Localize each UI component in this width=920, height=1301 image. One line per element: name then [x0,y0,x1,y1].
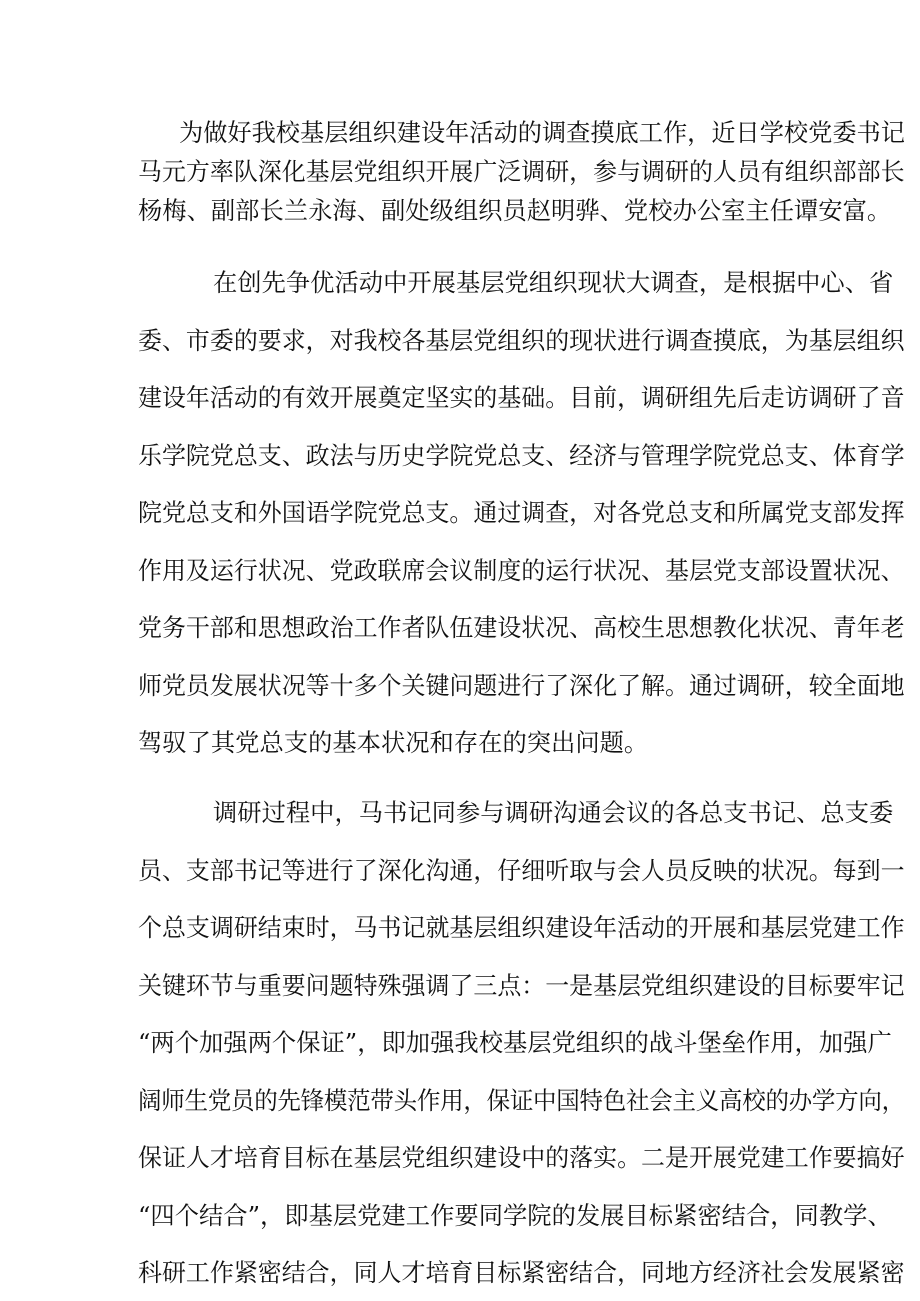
paragraph-3-line-8: “四个结合”，即基层党建工作要同学院的发展目标紧密结合，同教学、 [138,1201,892,1230]
paragraph-3-line-3: 个总支调研结束时，马书记就基层组织建设年活动的开展和基层党建工作 [138,913,905,942]
paragraph-2-line-2: 委、市委的要求，对我校各基层党组织的现状进行调查摸底，为基层组织 [138,326,905,355]
paragraph-2-line-8: 师党员发展状况等十多个关键问题进行了深化了解。通过调研，较全面地 [138,671,905,700]
paragraph-2-line-3: 建设年活动的有效开展奠定坚实的基础。目前，调研组先后走访调研了音 [138,383,905,412]
paragraph-3-line-6: 阔师生党员的先锋模范带头作用，保证中国特色社会主义高校的办学方向， [138,1086,905,1115]
paragraph-2-line-7: 党务干部和思想政治工作者队伍建设状况、高校生思想教化状况、青年老 [138,613,905,642]
paragraph-3-line-4: 关键环节与重要问题特殊强调了三点：一是基层党组织建设的目标要牢记 [138,971,905,1000]
paragraph-1-line-1: 为做好我校基层组织建设年活动的调查摸底工作，近日学校党委书记 [179,118,905,147]
paragraph-1-line-2: 马元方率队深化基层党组织开展广泛调研，参与调研的人员有组织部部长 [138,157,905,186]
paragraph-3-line-2: 员、支部书记等进行了深化沟通，仔细听取与会人员反映的状况。每到一 [138,856,905,885]
paragraph-2-line-5: 院党总支和外国语学院党总支。通过调查，对各党总支和所属党支部发挥 [138,498,905,527]
paragraph-2-line-4: 乐学院党总支、政法与历史学院党总支、经济与管理学院党总支、体育学 [138,441,905,470]
paragraph-3-line-9: 科研工作紧密结合，同人才培育目标紧密结合，同地方经济社会发展紧密 [138,1258,905,1287]
paragraph-2-line-1: 在创先争优活动中开展基层党组织现状大调查，是根据中心、省 [213,268,894,297]
paragraph-3-line-5: “两个加强两个保证”，即加强我校基层党组织的战斗堡垒作用，加强广 [138,1028,892,1057]
paragraph-2-line-9: 驾驭了其党总支的基本状况和存在的突出问题。 [138,728,649,757]
paragraph-3-line-7: 保证人才培育目标在基层党组织建设中的落实。二是开展党建工作要搞好 [138,1143,905,1172]
paragraph-2-line-6: 作用及运行状况、党政联席会议制度的运行状况、基层党支部设置状况、 [138,556,905,585]
paragraph-1-line-3: 杨梅、副部长兰永海、副处级组织员赵明骅、党校办公室主任谭安富。 [138,196,892,225]
paragraph-3-line-1: 调研过程中，马书记同参与调研沟通会议的各总支书记、总支委 [213,798,894,827]
